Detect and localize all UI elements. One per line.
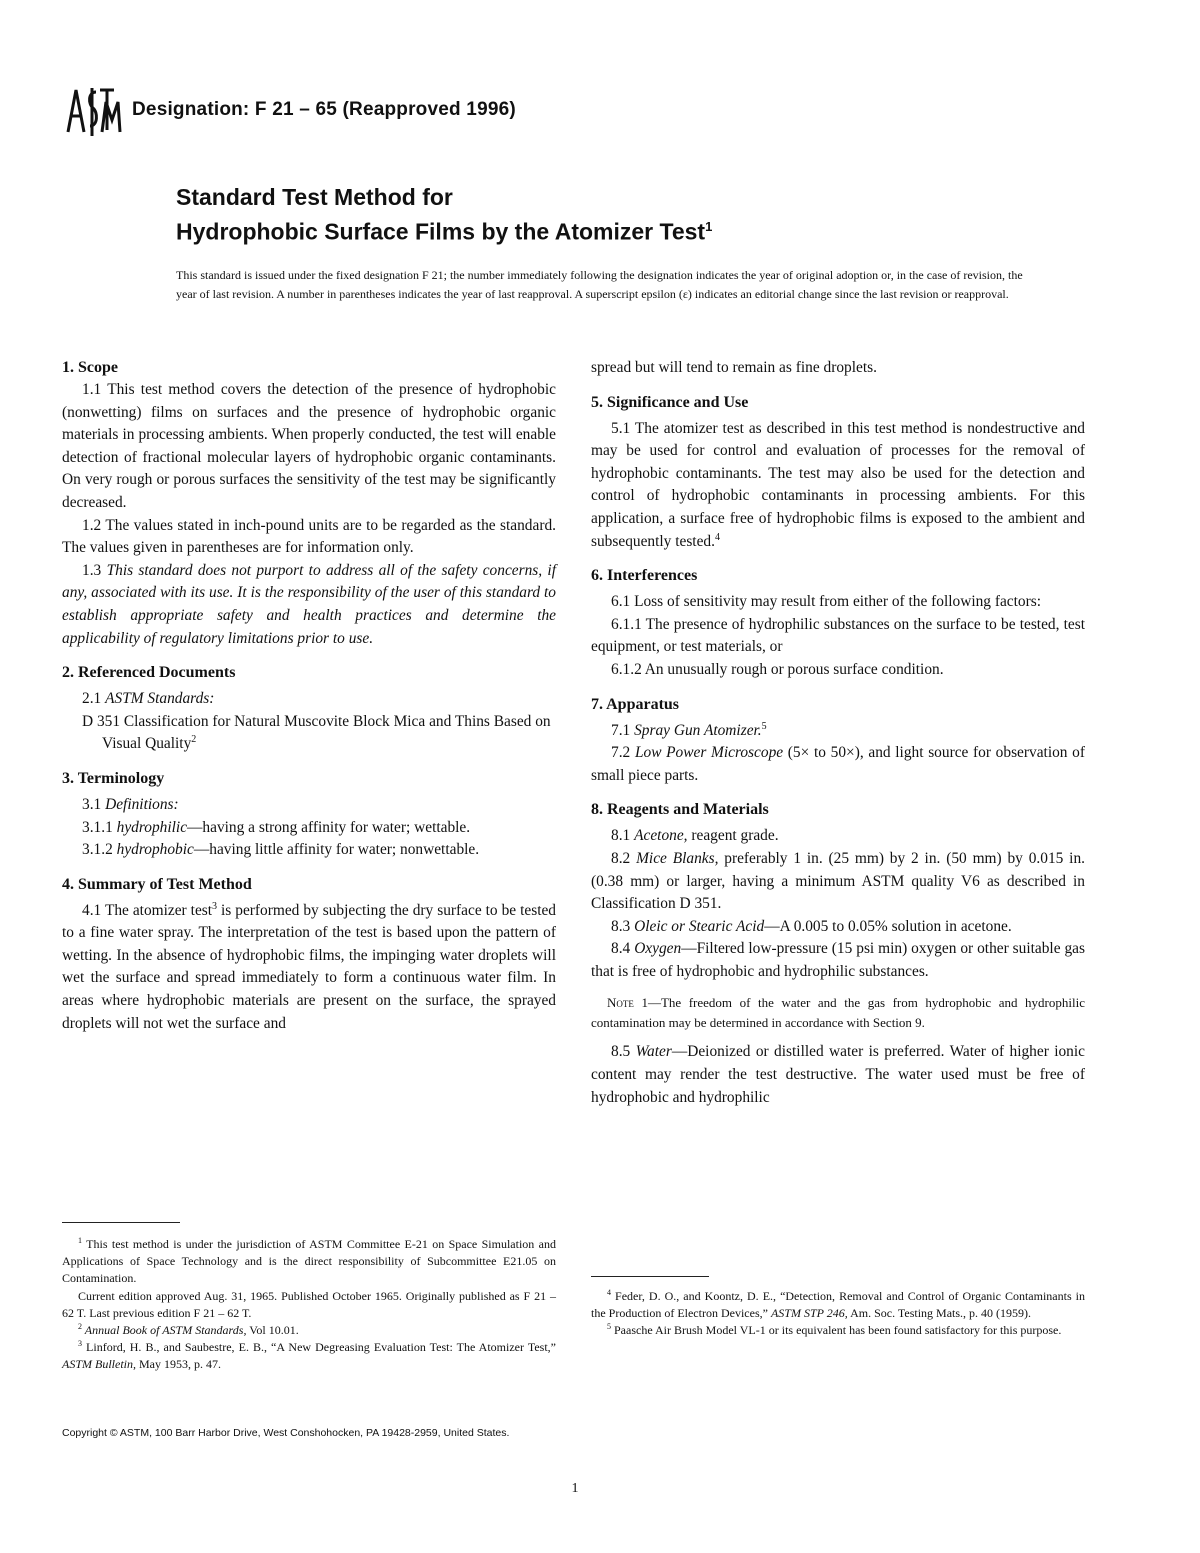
para-8-3-text: —A 0.005 to 0.05% solution in acetone. (764, 917, 1012, 935)
footnote-4-text-end: Am. Soc. Testing Mats., p. 40 (1959). (847, 1306, 1032, 1321)
footnote-5-mark: 5 (607, 1322, 611, 1332)
right-column (591, 357, 1085, 1109)
designation: Designation: F 21 – 65 (Reapproved 1996) (132, 99, 516, 120)
para-7-1-text: Spray Gun Atomizer. (634, 721, 762, 739)
para-8-2-number: 8.2 (611, 849, 631, 867)
para-6-1: 6.1 Loss of sensitivity may result from either of the following factors: (611, 593, 1041, 611)
footnote-2-mark: 2 (78, 1322, 82, 1332)
para-8-1-text: reagent grade. (687, 827, 779, 845)
page-number: 1 (571, 1481, 579, 1496)
para-5-1-text: 5.1 The atomizer test as described in this test method is nondestructive and may be used for control and evaluation of processes for the removal of hydrophobic contaminants. The test may also be used for the detection and control of hydrophobic contaminants in processing ambients. For this application, a surface free of hydrophobic films is exposed to the ambient and subsequently tested. (591, 419, 1085, 550)
section-5-heading: 5. Significance and Use (591, 393, 749, 411)
footnote-3-text-end: May 1953, p. 47. (136, 1357, 221, 1372)
issued-note: This standard is issued under the fixed designation F 21; the number immediately following the designation indicates the year of original adoption or, in the case of revision, the year of last revision. A number in parentheses indicates the year of last reapproval. A superscript epsilon (ε) indicates an editorial change since the last revision or reapproval. (176, 268, 1023, 301)
para-4-1-start: 4.1 The atomizer test (82, 901, 213, 919)
para-3-1-number: 3.1 (82, 795, 102, 813)
left-column (62, 357, 556, 1035)
para-8-5-number: 8.5 (611, 1043, 631, 1061)
title-block (176, 183, 1036, 247)
para-4-1 (62, 900, 556, 1036)
section-6-heading: 6. Interferences (591, 567, 698, 585)
footnote-4-text: Feder, D. O., and Koontz, D. E., “Detection, Removal and Control of Organic Contaminants in the Production of Electron Devices,” (591, 1289, 1085, 1321)
para-8-1-number: 8.1 (611, 827, 631, 845)
para-1-3-text: This standard does not purport to address all of the safety concerns, if any, associated with its use. It is the responsibility of the user of this standard to establish appropriate safety and health practices and determine the applicability of regulatory limitations prior to use. (62, 561, 556, 647)
para-8-2-term: Mice Blanks, (636, 849, 719, 867)
copyright: Copyright © ASTM, 100 Barr Harbor Drive, West Conshohocken, PA 19428-2959, United States. (62, 1427, 510, 1439)
para-8-3 (591, 916, 1085, 939)
para-3-1-2-number: 3.1.2 (82, 841, 113, 859)
section-2-heading: 2. Referenced Documents (62, 664, 236, 682)
para-8-4-number: 8.4 (611, 940, 631, 958)
footnote-4-mark: 4 (607, 1288, 611, 1297)
footnote-4 (591, 1288, 1085, 1322)
footnote-5 (591, 1322, 1085, 1339)
footnote-1b: Current edition approved Aug. 31, 1965. Published October 1965. Originally published as F 21 – 62 T. Last previous edition F 21 – 62 T. (62, 1288, 556, 1320)
note-label: Note 1 (607, 995, 648, 1011)
para-1-1: 1.1 This test method covers the detection of the presence of hydrophobic (nonwetting) films on surfaces and the presence of hydrophobic organic materials in processing ambients. When properly conducted, the test will enable detection of fractional molecular layers of hydrophobic organic contaminants. On very rough or porous surfaces the sensitivity of the test may be significantly decreased. (62, 381, 556, 511)
note-1 (591, 993, 1085, 1033)
reference-footnote-mark: 2 (191, 734, 197, 746)
para-1-3 (62, 560, 556, 650)
note-text: —The freedom of the water and the gas from hydrophobic and hydrophilic contamination may be determined in accordance with Section 9. (591, 995, 1085, 1031)
reference-text: D 351 Classification for Natural Muscovite Block Mica and Thins Based on Visual Quality (82, 712, 551, 753)
title-line-1: Standard Test Method for (176, 184, 453, 210)
header (62, 80, 516, 140)
para-5-1-footnote-mark: 4 (714, 531, 720, 543)
footnote-1-mark: 1 (78, 1236, 82, 1245)
footnotes-right (591, 1288, 1085, 1340)
para-8-1-term: Acetone, (634, 827, 688, 845)
footnote-2 (62, 1322, 556, 1339)
para-3-1-1 (62, 817, 556, 840)
para-2-1-number: 2.1 (82, 690, 102, 708)
para-8-5 (591, 1041, 1085, 1109)
para-6-1-2: 6.1.2 An unusually rough or porous surface condition. (611, 660, 944, 678)
para-7-1-footnote-mark: 5 (761, 720, 767, 732)
footnote-2-text: Vol 10.01. (246, 1323, 299, 1338)
para-7-2-number: 7.2 (611, 744, 631, 762)
section-1-heading: 1. Scope (62, 359, 118, 376)
footnote-2-title: Annual Book of ASTM Standards, (82, 1323, 247, 1338)
para-3-1-1-text: —having a strong affinity for water; wettable. (187, 818, 471, 836)
footnote-1-text: This test method is under the jurisdiction of ASTM Committee E-21 on Space Simulation and Applications of Space Technology and is the direct responsibility of Subcommittee E21.05 on Contamination. (62, 1237, 556, 1286)
para-7-2-term: Low Power Microscope (634, 744, 784, 762)
para-8-1 (591, 825, 1085, 848)
para-8-4 (591, 938, 1085, 983)
para-3-1-text: Definitions: (105, 795, 179, 813)
footnote-rule-right (591, 1276, 709, 1277)
para-2-1-text: ASTM Standards: (105, 690, 215, 708)
para-8-3-number: 8.3 (611, 917, 631, 935)
para-4-1-text: is performed by subjecting the dry surface to be tested to a fine water spray. The interpretation of the test is based upon the pattern of wetting. In the absence of hydrophobic films, the impinging water droplets will wet the surface and spread immediately to form a continuous water film. In areas where hydrophobic materials are present on the surface, the sprayed droplets will not wet the surface and (62, 901, 557, 1032)
footnote-3-mark: 3 (78, 1339, 82, 1349)
para-3-1-2 (62, 839, 556, 862)
footnote-3-title: ASTM Bulletin, (62, 1357, 136, 1372)
para-8-2-text: preferably 1 in. (25 mm) by 2 in. (50 mm) by 0.015 in. (0.38 mm) or larger, having a minimum ASTM quality V6 as described in Classification D 351. (591, 849, 1085, 913)
para-8-5-term: Water (635, 1043, 672, 1061)
para-2-1 (62, 688, 556, 711)
para-7-1 (591, 720, 1085, 743)
term-hydrophilic: hydrophilic (116, 818, 188, 836)
astm-logo (62, 80, 122, 140)
section-7-heading: 7. Apparatus (591, 695, 680, 713)
footnote-rule-left (62, 1222, 180, 1223)
title-footnote-mark: 1 (705, 219, 713, 234)
para-8-5-text: —Deionized or distilled water is preferred. Water of higher ionic content may render the test destructive. The water used must be free of hydrophobic and hydrophilic (591, 1043, 1085, 1106)
section-3-heading: 3. Terminology (62, 769, 165, 787)
para-3-1-1-number: 3.1.1 (82, 818, 113, 836)
title-text: Hydrophobic Surface Films by the Atomizer Test (176, 218, 706, 245)
footnote-5-text: Paasche Air Brush Model VL-1 or its equivalent has been found satisfactory for this purpose. (611, 1323, 1062, 1338)
para-6-1-1: 6.1.1 The presence of hydrophilic substances on the surface to be tested, test equipment, or test materials, or (591, 615, 1085, 656)
footnote-3-text: Linford, H. B., and Saubestre, E. B., “A New Degreasing Evaluation Test: The Atomizer Test,” (82, 1340, 556, 1355)
para-1-3-number: 1.3 (82, 561, 102, 579)
para-5-1 (591, 418, 1085, 554)
para-8-3-term: Oleic or Stearic Acid (634, 917, 765, 935)
term-hydrophobic: hydrophobic (116, 841, 194, 859)
footnote-3 (62, 1339, 556, 1373)
para-3-1-2-text: —having little affinity for water; nonwettable. (193, 841, 480, 859)
para-7-2-text: (5× to 50×), and light source for observation of small piece parts. (591, 744, 1085, 784)
reference-d351 (82, 711, 556, 756)
footnotes-left (62, 1236, 556, 1374)
para-8-4-text: —Filtered low-pressure (15 psi min) oxygen or other suitable gas that is free of hydrophobic and hydrophilic substances. (591, 940, 1085, 980)
footnote-4-title: ASTM STP 246, (770, 1306, 848, 1321)
section-8-heading: 8. Reagents and Materials (591, 801, 769, 819)
para-3-1 (62, 794, 556, 817)
para-continued: spread but will tend to remain as fine droplets. (591, 359, 877, 376)
para-8-2 (591, 848, 1085, 916)
title-line-2 (176, 212, 1036, 247)
para-8-4-term: Oxygen (634, 940, 682, 958)
para-4-1-footnote-mark: 3 (212, 900, 218, 912)
para-7-2 (591, 742, 1085, 787)
para-1-2: 1.2 The values stated in inch-pound units are to be regarded as the standard. The values given in parentheses are for information only. (62, 516, 556, 557)
section-4-heading: 4. Summary of Test Method (62, 875, 252, 893)
footnote-1 (62, 1236, 556, 1288)
para-7-1-number: 7.1 (611, 721, 631, 739)
